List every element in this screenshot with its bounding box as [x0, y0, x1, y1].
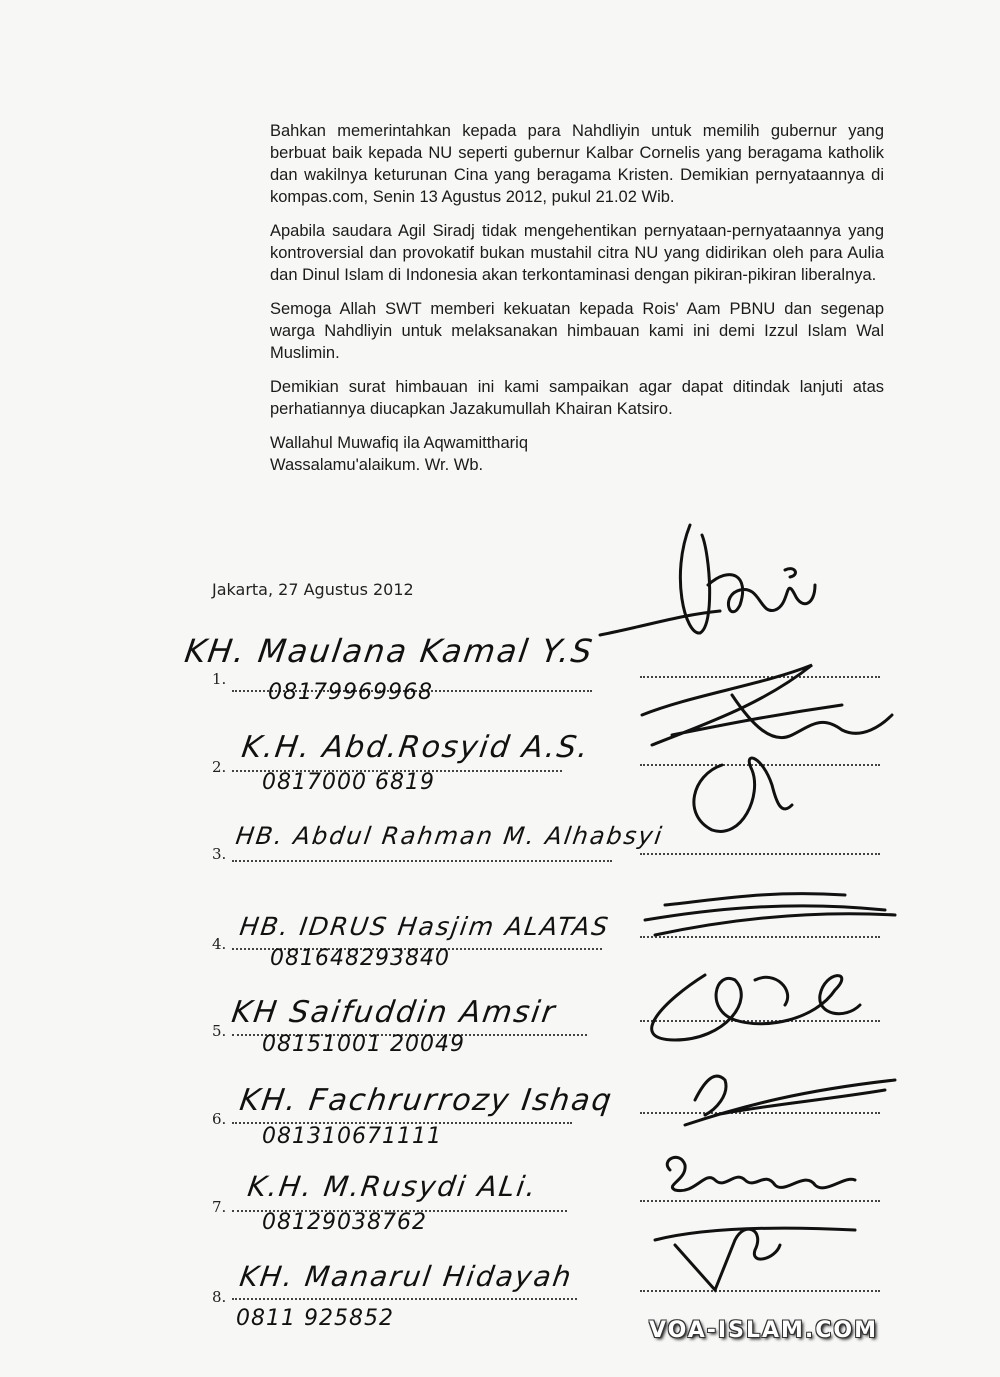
signature-4-5-scribble	[645, 880, 905, 1050]
signatory-name: K.H. M.Rusydi ALi.	[245, 1170, 540, 1203]
signatory-number: 1.	[212, 670, 227, 688]
closing	[270, 432, 884, 476]
name-dotted-line	[232, 860, 612, 862]
paragraph-3: Semoga Allah SWT memberi kekuatan kepada Rois' Aam PBNU dan segenap warga Nahdliyin untuk melaksanakan himbauan kami ini demi Izzul Islam Wal Muslimin.	[270, 300, 884, 362]
paragraph-1: Bahkan memerintahkan kepada para Nahdliyin untuk memilih gubernur yang berbuat baik kepada NU seperti gubernur Kalbar Cornelis yang beragama katholik dan wakilnya keturunan Cina yang beragama Kristen. Demikian pernyataannya di kompas.com, Senin 13 Agustus 2012, pukul 21.02 Wib.	[270, 122, 884, 206]
signatory-phone: 081648293840	[270, 946, 450, 971]
closing-line-2: Wassalamu'alaikum. Wr. Wb.	[270, 456, 484, 474]
watermark-text: VOA-ISLAM.COM	[649, 1318, 878, 1343]
signatory-name: HB. Abdul Rahman M. Alhabsyi	[234, 822, 666, 850]
place-date: Jakarta, 27 Agustus 2012	[212, 580, 414, 599]
signatory-name: HB. IDRUS Hasjim ALATAS	[237, 912, 612, 941]
signatory-number: 3.	[212, 845, 227, 863]
signatory-phone: 08179969968	[268, 680, 433, 705]
signatory-phone: 0811 925852	[236, 1306, 394, 1331]
signatory-number: 7.	[212, 1198, 227, 1216]
signatory-number: 2.	[212, 758, 227, 776]
signature-2-scribble	[612, 655, 902, 845]
signatory-number: 8.	[212, 1288, 227, 1306]
signatory-name: KH. Fachrurrozy Ishaq	[237, 1083, 616, 1118]
signatory-number: 4.	[212, 935, 227, 953]
name-dotted-line	[232, 1298, 577, 1300]
signature-1-scribble	[590, 515, 830, 645]
signature-7-8-scribble	[655, 1150, 885, 1300]
paragraph-4: Demikian surat himbauan ini kami sampaikan agar dapat ditindak lanjuti atas perhatiannya diucapkan Jazakumullah Khairan Katsiro.	[270, 378, 884, 418]
signatory-name: KH. Manarul Hidayah	[237, 1260, 575, 1293]
signatory-phone: 0817000 6819	[262, 770, 435, 795]
signatory-name: KH Saifuddin Amsir	[229, 995, 559, 1030]
signatory-name: KH. Maulana Kamal Y.S	[182, 632, 597, 670]
signatory-number: 6.	[212, 1110, 227, 1128]
closing-line-1: Wallahul Muwafiq ila Aqwamitthariq	[270, 434, 528, 452]
signatory-phone: 08151001 20049	[262, 1032, 465, 1057]
signature-dotted-line	[640, 853, 880, 855]
signatory-phone: 081310671111	[262, 1124, 442, 1149]
letter-body	[270, 120, 884, 476]
signatory-name: K.H. Abd.Rosyid A.S.	[239, 730, 593, 765]
paragraph-2: Apabila saudara Agil Siradj tidak mengehentikan pernyataan-pernyataannya yang kontroversial dan provokatif bukan mustahil citra NU yang didirikan oleh para Aulia dan Dinul Islam di Indonesia akan terkontaminasi dengan pikiran-pikiran liberalnya.	[270, 222, 884, 284]
signature-6-scribble	[645, 1060, 905, 1140]
signatory-number: 5.	[212, 1022, 227, 1040]
signatory-phone: 08129038762	[262, 1210, 427, 1235]
